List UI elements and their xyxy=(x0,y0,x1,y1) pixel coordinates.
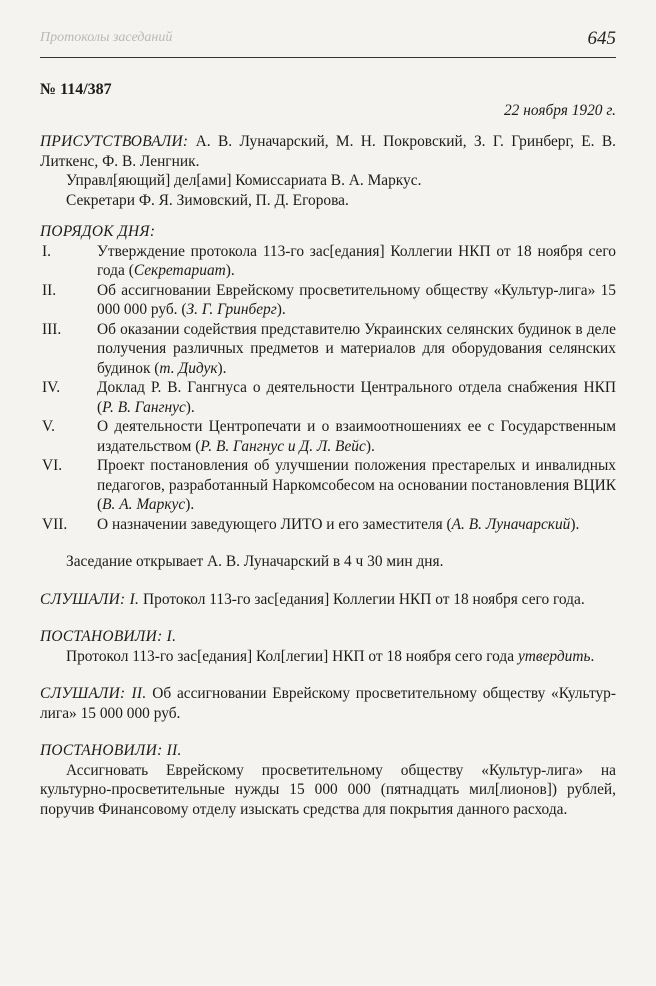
agenda-item-number: I. xyxy=(42,242,51,260)
agenda-item-text xyxy=(97,378,616,417)
heard-label: СЛУШАЛИ: I. xyxy=(40,590,140,608)
document-body xyxy=(40,80,616,819)
agenda-item-number: V. xyxy=(42,418,55,435)
agenda-item-end: ). xyxy=(365,437,375,455)
agenda-item-text xyxy=(97,281,616,320)
agenda-item-text xyxy=(97,515,616,535)
heard-2 xyxy=(40,684,616,723)
resolved-2-text xyxy=(40,761,616,820)
agenda-item-end: ). xyxy=(217,359,227,377)
agenda-item-body: Утверждение протокола 113-го зас[едания] Коллегии НКП от 18 ноября сего года ( xyxy=(97,242,616,279)
agenda-item-end: ). xyxy=(185,496,195,513)
agenda-item xyxy=(40,515,616,535)
agenda-item-number: II. xyxy=(42,281,57,299)
agenda-item-speaker: т. Дидук xyxy=(159,359,218,377)
agenda-item-number: III. xyxy=(42,320,62,338)
agenda-item-body: Об оказании содействия представителю Украинских селянских будинок в деле получения различных предметов и материалов для оборудования селянских будинок ( xyxy=(97,320,616,377)
agenda-item-speaker: А. В. Луначарский xyxy=(451,515,571,533)
running-head xyxy=(40,28,616,54)
agenda-item-number: VI. xyxy=(42,457,63,474)
page-number: 645 xyxy=(587,28,616,49)
agenda-item-text xyxy=(97,320,616,379)
agenda-item-body: Об ассигновании Еврейскому просветительному обществу «Культур-лига» 15 000 000 руб. ( xyxy=(97,281,616,318)
agenda-item-number: VII. xyxy=(42,515,68,533)
agenda-item-end: ). xyxy=(225,262,235,279)
present-names: А. В. Луначарский, М. Н. Покровский, З. Г. Гринберг, Е. В. Литкенс, Ф. В. Ленгник. xyxy=(40,133,616,170)
agenda-item-speaker: З. Г. Гринберг xyxy=(186,301,277,318)
agenda-list xyxy=(40,242,616,535)
agenda-item-speaker: Р. В. Гангнус и Д. Л. Вейс xyxy=(200,437,366,455)
manager-line: Управл[яющий] дел[ами] Комиссариата В. А. Маркус. xyxy=(66,172,422,189)
agenda-item-end: ). xyxy=(276,301,286,318)
agenda-item-text xyxy=(97,417,616,456)
agenda-item xyxy=(40,378,616,417)
resolved-end: . xyxy=(590,647,595,665)
agenda-item-text xyxy=(97,456,616,515)
heard-text: Протокол 113-го зас[едания] Коллегии НКП от 18 ноября сего года. xyxy=(139,590,585,608)
document-number: № 114/387 xyxy=(40,81,112,98)
agenda-item-speaker: В. А. Маркус xyxy=(102,496,186,513)
present-paragraph xyxy=(40,132,616,171)
agenda-item-end: ). xyxy=(185,398,195,416)
resolved-1-text xyxy=(40,647,616,667)
resolved-1-label: ПОСТАНОВИЛИ: I. xyxy=(40,628,177,645)
agenda-item xyxy=(40,417,616,456)
resolved-verb: утвердить xyxy=(517,647,591,665)
resolved-body: Протокол 113-го зас[едания] Кол[легии] НКП от 18 ноября сего года xyxy=(66,647,518,665)
agenda-item xyxy=(40,456,616,515)
heard-text: Об ассигновании Еврейскому просветительному обществу «Культур-лига» 15 000 000 руб. xyxy=(40,685,616,722)
header-rule xyxy=(40,57,616,58)
agenda-item-body: О назначении заведующего ЛИТО и его заместителя ( xyxy=(97,515,452,533)
secretaries-line: Секретари Ф. Я. Зимовский, П. Д. Егорова. xyxy=(66,191,349,209)
present-label: ПРИСУТСТВОВАЛИ: xyxy=(40,133,189,150)
opening-line: Заседание открывает А. В. Луначарский в 4 ч 30 мин дня. xyxy=(66,553,444,570)
agenda-item-speaker: Р. В. Гангнус xyxy=(102,398,186,416)
resolved-body: Ассигновать Еврейскому просветительному обществу «Культур-лига» на культурно-просветительные нужды 15 000 000 (пятнадцать мил[лионов]) рублей, поручив Финансовому отделу изыскать средства для покрытия данного расхода. xyxy=(40,761,616,818)
heard-label: СЛУШАЛИ: II. xyxy=(40,685,147,702)
agenda-item-body: О деятельности Центропечати и о взаимоотношениях ее с Государственным издательством ( xyxy=(97,418,616,455)
agenda-item-body: Проект постановления об улучшении положения престарелых и инвалидных педагогов, разработанный Наркомсобесом на основании постановления ВЦИК ( xyxy=(97,457,616,513)
agenda-item-speaker: Секретариат xyxy=(133,262,226,279)
agenda-label: ПОРЯДОК ДНЯ: xyxy=(40,223,156,240)
agenda-item-end: ). xyxy=(570,515,580,533)
document-date: 22 ноября 1920 г. xyxy=(503,101,616,119)
agenda-item xyxy=(40,320,616,379)
running-title: Протоколы заседаний xyxy=(40,30,173,45)
agenda-item-text xyxy=(97,242,616,281)
resolved-2-label: ПОСТАНОВИЛИ: II. xyxy=(40,742,182,759)
heard-1 xyxy=(40,590,616,610)
agenda-item-number: IV. xyxy=(42,379,61,396)
agenda-item xyxy=(40,242,616,281)
agenda-item-body: Доклад Р. В. Гангнуса о деятельности Центрального отдела снабжения НКП ( xyxy=(97,379,616,416)
agenda-item xyxy=(40,281,616,320)
